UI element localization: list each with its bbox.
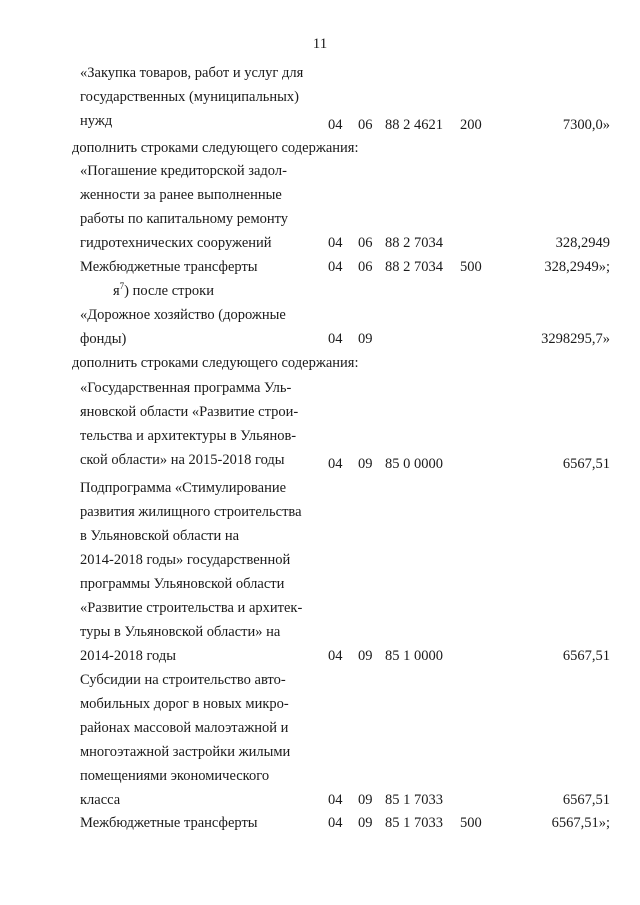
text-line: мобильных дорог в новых микро- <box>80 696 289 712</box>
amount: 7300,0» <box>562 117 610 133</box>
pr-code: 09 <box>358 331 373 347</box>
amount: 6567,51»; <box>551 815 610 831</box>
amount: 3298295,7» <box>541 331 610 347</box>
text-line: «Развитие строительства и архитек- <box>80 600 303 616</box>
rz-code: 04 <box>328 815 343 831</box>
text-line: помещениями экономического <box>80 768 270 784</box>
text-line: развития жилищного строительства <box>80 504 302 520</box>
text-line: тельства и архитектуры в Ульянов- <box>80 428 297 444</box>
page-number: 11 <box>312 36 328 52</box>
text-line: районах массовой малоэтажной и <box>80 720 289 736</box>
rz-code: 04 <box>328 259 343 275</box>
text-line: программы Ульяновской области <box>80 576 285 592</box>
text-line: Подпрограмма «Стимулирование <box>80 480 287 496</box>
pr-code: 06 <box>358 235 373 251</box>
text-line: 2014-2018 годы» государственной <box>80 552 291 568</box>
csr-code: 88 2 7034 <box>385 235 443 251</box>
csr-code: 85 0 0000 <box>385 456 443 472</box>
csr-code: 85 1 7033 <box>385 792 443 808</box>
text-line: женности за ранее выполненные <box>80 187 282 203</box>
rz-code: 04 <box>328 792 343 808</box>
rz-code: 04 <box>328 235 343 251</box>
text-line: «Дорожное хозяйство (дорожные <box>80 307 286 323</box>
text-line: Субсидии на строительство авто- <box>80 672 286 688</box>
csr-code: 88 2 4621 <box>385 117 443 133</box>
text-line: нужд <box>80 113 113 129</box>
instruction-line: дополнить строками следующего содержания: <box>72 355 359 371</box>
text-line: яновской области «Развитие строи- <box>80 404 299 420</box>
vr-code: 200 <box>460 117 482 133</box>
text-line: Межбюджетные трансферты <box>80 815 258 831</box>
rz-code: 04 <box>328 456 343 472</box>
text-line: 2014-2018 годы <box>80 648 176 664</box>
pr-code: 09 <box>358 815 373 831</box>
text-line: Межбюджетные трансферты <box>80 259 258 275</box>
amount: 328,2949 <box>555 235 610 251</box>
text-line: фонды) <box>80 331 127 347</box>
text-line: класса <box>80 792 121 808</box>
amount: 6567,51 <box>562 648 610 664</box>
instruction-line: дополнить строками следующего содержания: <box>72 140 359 156</box>
vr-code: 500 <box>460 259 482 275</box>
text-line: в Ульяновской области на <box>80 528 240 544</box>
amount: 6567,51 <box>562 792 610 808</box>
rz-code: 04 <box>328 117 343 133</box>
csr-code: 85 1 7033 <box>385 815 443 831</box>
pr-code: 09 <box>358 648 373 664</box>
pr-code: 09 <box>358 792 373 808</box>
instruction-line: $я^7$) после строки <box>113 281 214 299</box>
pr-code: 09 <box>358 456 373 472</box>
text-line: работы по капитальному ремонту <box>80 211 289 227</box>
pr-code: 06 <box>358 117 373 133</box>
text-line: государственных (муниципальных) <box>80 89 299 105</box>
text-line: гидротехнических сооружений <box>80 235 272 251</box>
csr-code: 88 2 7034 <box>385 259 443 275</box>
text-line: многоэтажной застройки жилыми <box>80 744 291 760</box>
text-line: «Закупка товаров, работ и услуг для <box>80 65 304 81</box>
pr-code: 06 <box>358 259 373 275</box>
text-line: «Погашение кредиторской задол- <box>80 163 287 179</box>
text-line: ской области» на 2015-2018 годы <box>80 452 285 468</box>
amount: 328,2949»; <box>544 259 610 275</box>
amount: 6567,51 <box>562 456 610 472</box>
rz-code: 04 <box>328 648 343 664</box>
text-line: «Государственная программа Уль- <box>80 380 292 396</box>
rz-code: 04 <box>328 331 343 347</box>
text-line: туры в Ульяновской области» на <box>80 624 281 640</box>
csr-code: 85 1 0000 <box>385 648 443 664</box>
vr-code: 500 <box>460 815 482 831</box>
